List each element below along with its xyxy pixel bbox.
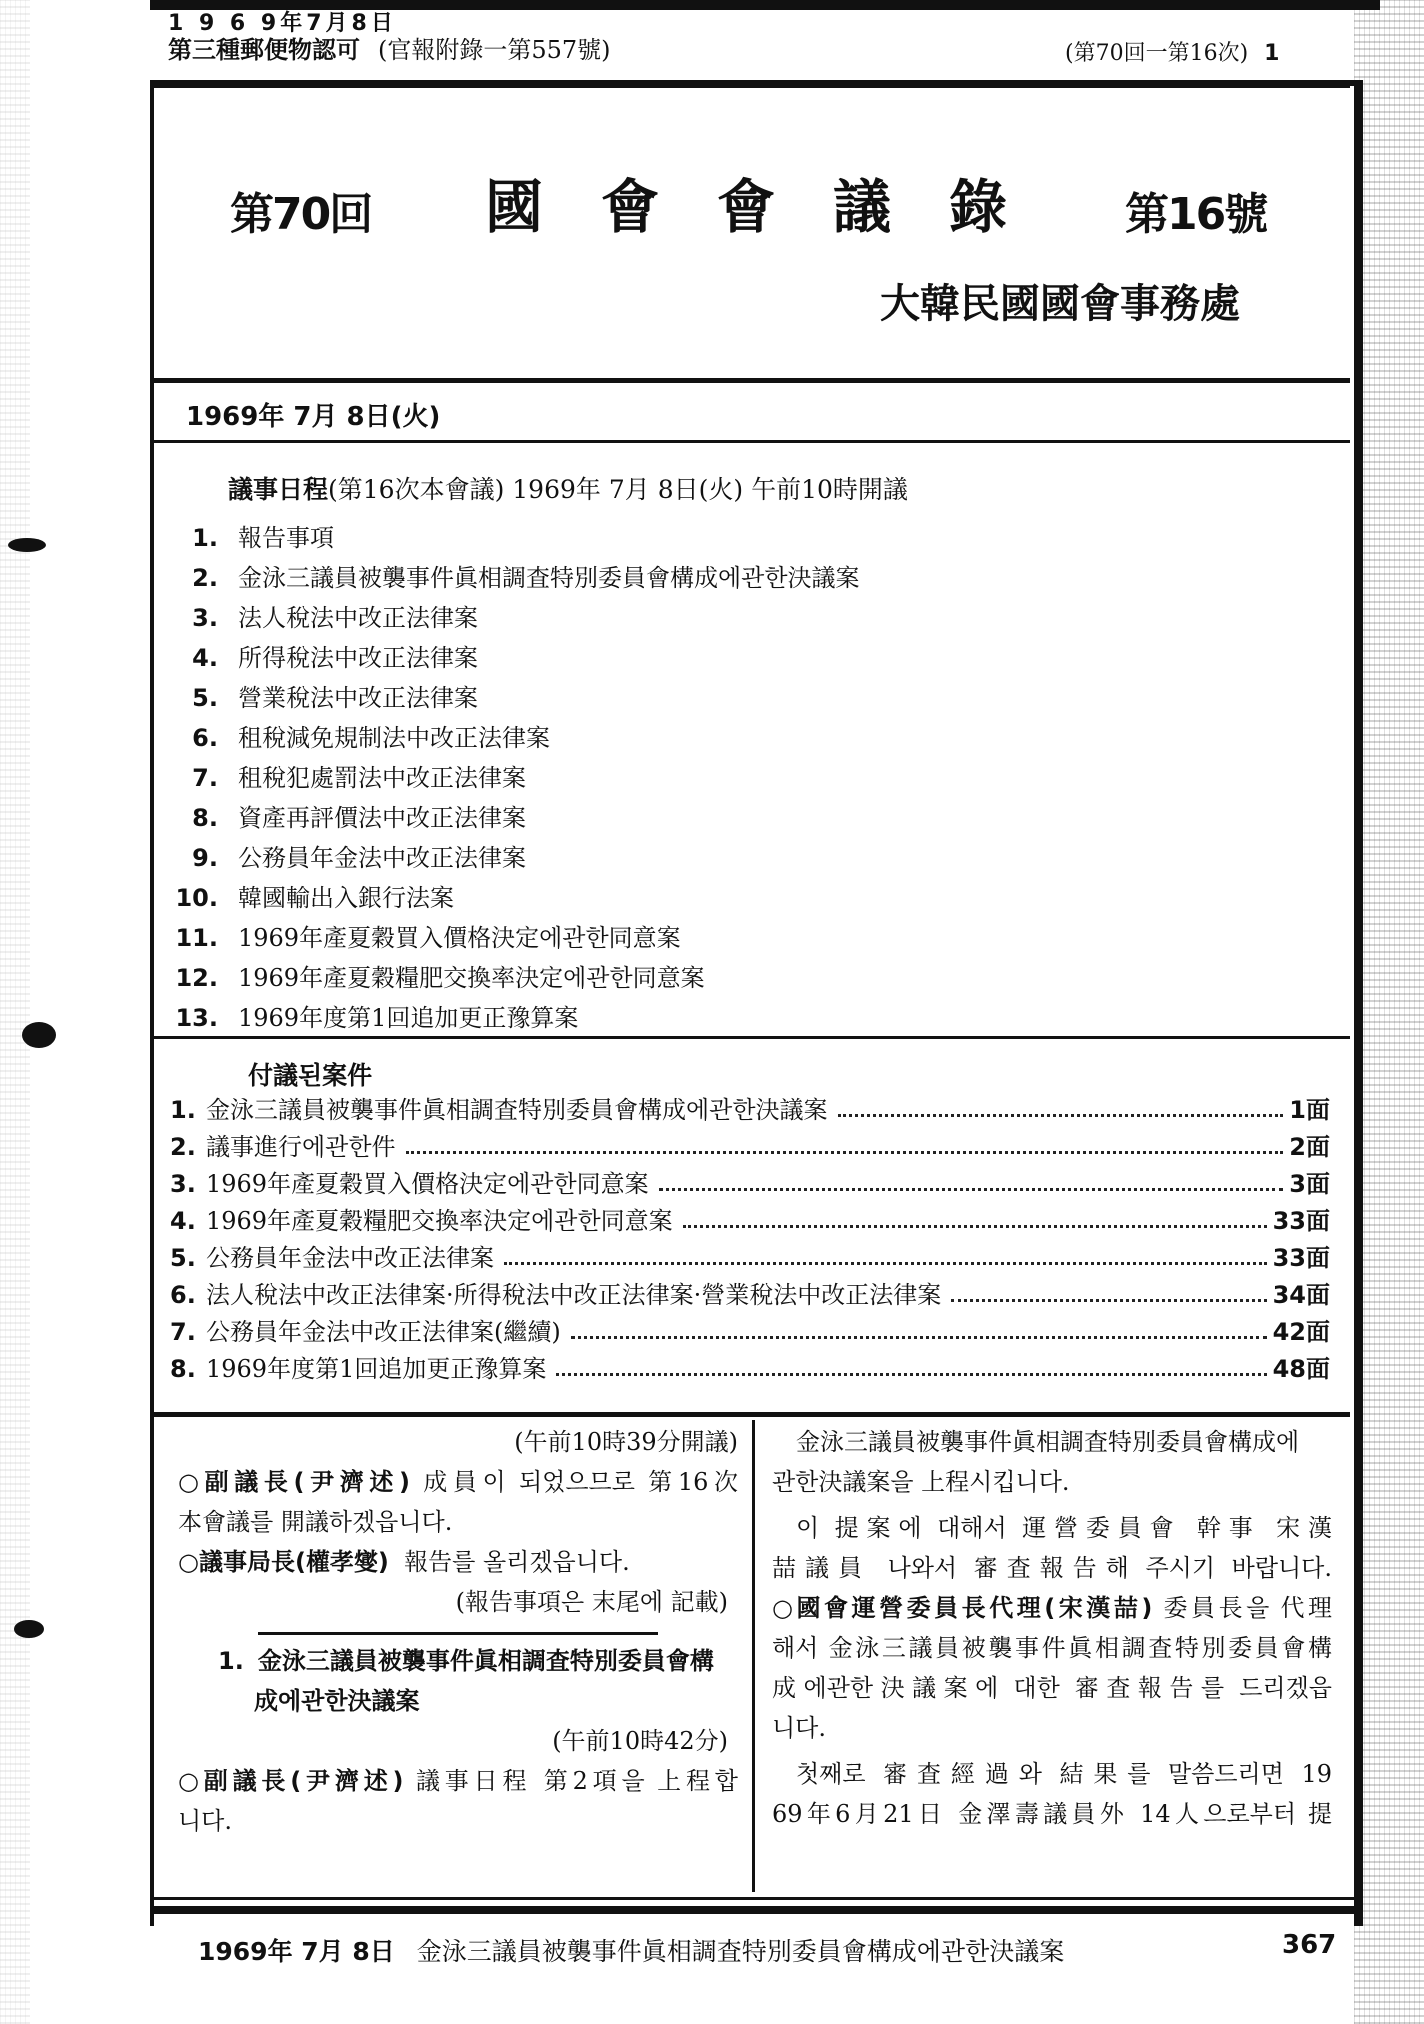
paragraph: 첫째로 審査經過와 結果를 말씀드리면 19: [796, 1760, 1332, 1788]
item-text: 公務員年金法中改正法律案(繼續): [206, 1318, 561, 1346]
postal-permit-line: [168, 30, 611, 65]
item-number: 2.: [170, 1133, 196, 1161]
speech-cont: 니다.: [772, 1714, 826, 1742]
item-number: 4.: [192, 644, 218, 672]
agenda-item: [170, 758, 860, 798]
scan-blot: [14, 1620, 44, 1638]
item-number: 1.: [170, 1096, 196, 1124]
agenda-item: [170, 718, 860, 758]
item-text: 1969年產夏穀買入價格決定에관한同意案: [206, 1170, 649, 1198]
toc-entry[interactable]: [170, 1277, 1330, 1314]
item-text: 法人稅法中改正法律案: [238, 604, 478, 632]
item-number: 13.: [175, 1004, 218, 1032]
bottom-rule: [150, 1897, 1362, 1900]
toc-entry[interactable]: [170, 1129, 1330, 1166]
item-number: 3.: [170, 1170, 196, 1198]
item-text: 租稅犯處罰法中改正法律案: [238, 764, 526, 792]
document-title: 國會會議錄: [485, 173, 1066, 241]
agenda-heading-label: 議事日程: [228, 475, 329, 504]
dot-leader: [951, 1277, 1266, 1302]
paragraph-cont: 관한決議案을 上程시킵니다.: [772, 1468, 1070, 1496]
dot-leader: [659, 1166, 1284, 1191]
item-text: 報告事項: [238, 524, 334, 552]
page-ref: 34面: [1272, 1281, 1330, 1309]
item-text: 租稅減免規制法中改正法律案: [238, 724, 550, 752]
agenda-heading: [228, 470, 908, 506]
session-ref-line: [1065, 36, 1279, 67]
item-number: 8.: [192, 804, 218, 832]
agenda-item: [170, 998, 860, 1038]
agenda-item: [170, 598, 860, 638]
paragraph-cont: 喆議員 나와서 審査報告해 주시기 바랍니다.: [772, 1554, 1332, 1582]
referred-bills-heading: 付議된案件: [248, 1061, 373, 1090]
toc-entry[interactable]: [170, 1314, 1330, 1351]
page-ref: 42面: [1272, 1318, 1330, 1346]
toc-entry[interactable]: [170, 1240, 1330, 1277]
agenda-item: [170, 958, 860, 998]
issue-date-line: 1 9 6 9年7月8日: [168, 11, 397, 36]
column-divider: [752, 1420, 755, 1892]
item-number: 6.: [170, 1281, 196, 1309]
divider: [150, 440, 1350, 443]
note: (報告事項은 末尾에 記載): [455, 1588, 728, 1616]
page-ref: 33面: [1272, 1244, 1330, 1272]
item-number: 12.: [175, 964, 218, 992]
toc-entry[interactable]: [170, 1166, 1330, 1203]
bottom-rule-thick: [150, 1906, 1362, 1914]
page-ref: 3面: [1289, 1170, 1330, 1198]
publication-ref: (官報附錄一第557號): [378, 36, 611, 64]
session-ref: (第70回一第16次): [1065, 41, 1249, 66]
toc-entry[interactable]: [170, 1092, 1330, 1129]
item-number: 2.: [192, 564, 218, 592]
section-title-text: 成에관한決議案: [254, 1687, 420, 1715]
paragraph-cont: 69年6月21日 金澤壽議員外 14人으로부터 提: [772, 1800, 1332, 1828]
paragraph: 이 提案에 대해서 運營委員會 幹事 宋漢: [796, 1514, 1332, 1542]
scan-blot: [22, 1022, 56, 1048]
item-text: 1969年產夏穀糧肥交換率決定에관한同意案: [238, 964, 705, 992]
speaker: ○國會運營委員長代理(宋漢喆): [772, 1594, 1153, 1622]
speech-cont: 成에관한決議案에 대한 審査報告를 드리겠읍: [772, 1674, 1332, 1702]
divider: [150, 378, 1350, 383]
speech-text: 成員이 되었으므로 第16次: [423, 1468, 738, 1496]
agenda-item: [170, 678, 860, 718]
item-number: 9.: [192, 844, 218, 872]
divider: [150, 1036, 1350, 1039]
item-text: 金泳三議員被襲事件眞相調査特別委員會構成에관한決議案: [238, 564, 860, 592]
session-date: 1969年 7月 8日(火): [186, 402, 441, 432]
speech-text: 報告를 올리겠읍니다.: [404, 1548, 630, 1576]
frame-inner-rule: [150, 86, 1350, 88]
scan-blot: [8, 538, 46, 552]
speech: [178, 1462, 738, 1502]
item-text: 1969年產夏穀買入價格決定에관한同意案: [238, 924, 681, 952]
item-number: 11.: [175, 924, 218, 952]
agenda-item: [170, 878, 860, 918]
item-number: 5.: [192, 684, 218, 712]
item-number: 6.: [192, 724, 218, 752]
item-text: 公務員年金法中改正法律案: [238, 844, 526, 872]
dot-leader: [838, 1092, 1284, 1117]
agenda-item: [170, 918, 860, 958]
item-text: 法人稅法中改正法律案·所得稅法中改正法律案·營業稅法中改正法律案: [206, 1281, 942, 1309]
agenda-item: [170, 838, 860, 878]
dot-leader: [683, 1203, 1267, 1228]
section-rule: [258, 1632, 658, 1635]
running-footer: [198, 1932, 1064, 1968]
page-ref: 33面: [1272, 1207, 1330, 1235]
agenda-item: [170, 798, 860, 838]
item-text: 所得稅法中改正法律案: [238, 644, 478, 672]
page-ref: 48面: [1272, 1355, 1330, 1383]
section-number: 1.: [218, 1647, 244, 1675]
footer-date: 1969年 7月 8日: [198, 1937, 395, 1966]
item-text: 公務員年金法中改正法律案: [206, 1244, 494, 1272]
speech-text: 委員長을 代理: [1163, 1594, 1332, 1622]
item-number: 7.: [192, 764, 218, 792]
page-ref: 1面: [1289, 1096, 1330, 1124]
transcript-left-column: [178, 1422, 738, 1841]
speech-cont: 니다.: [178, 1807, 232, 1835]
item-text: 1969年度第1回追加更正豫算案: [206, 1355, 547, 1383]
postal-permit: 第三種郵便物認可: [168, 36, 360, 64]
toc-entry[interactable]: [170, 1203, 1330, 1240]
item-text: 金泳三議員被襲事件眞相調査特別委員會構成에관한決議案: [206, 1096, 828, 1124]
item-number: 10.: [175, 884, 218, 912]
sheet-number: 1: [1264, 41, 1280, 66]
page-ref: 2面: [1289, 1133, 1330, 1161]
page-number: 367: [1282, 1930, 1337, 1960]
opening-time: (午前10時39分開議): [514, 1428, 738, 1456]
agenda-item: [170, 558, 860, 598]
speaker: ○副議長(尹濟述): [178, 1767, 404, 1795]
item-text: 資產再評價法中改正法律案: [238, 804, 526, 832]
dot-leader: [504, 1240, 1267, 1265]
item-number: 3.: [192, 604, 218, 632]
transcript-right-column: [772, 1422, 1332, 1834]
dot-leader: [556, 1351, 1266, 1376]
agenda-heading-detail: (第16次本會議) 1969年 7月 8日(火) 午前10時開議: [328, 475, 908, 504]
scan-noise-left: [0, 0, 30, 2024]
session-number: 第70回: [230, 189, 372, 240]
speech: [178, 1542, 738, 1582]
dot-leader: [571, 1314, 1267, 1339]
speech: [178, 1761, 738, 1801]
speaker: ○議事局長(權孝燮): [178, 1548, 389, 1576]
item-text: 1969年度第1回追加更正豫算案: [238, 1004, 579, 1032]
toc-entry[interactable]: [170, 1351, 1330, 1388]
item-text: 1969年產夏穀糧肥交換率決定에관한同意案: [206, 1207, 673, 1235]
speech-cont: 해서 金泳三議員被襲事件眞相調査特別委員會構: [772, 1634, 1332, 1662]
issue-number: 第16號: [1125, 189, 1267, 240]
divider: [150, 1412, 1350, 1417]
section-time: (午前10時42分): [552, 1727, 728, 1755]
agenda-item: [170, 638, 860, 678]
item-number: 8.: [170, 1355, 196, 1383]
speech-cont: 本會議를 開議하겠읍니다.: [178, 1508, 453, 1536]
speech: [772, 1588, 1332, 1628]
speaker: ○副議長(尹濟述): [178, 1468, 410, 1496]
agenda-list: [170, 518, 860, 1038]
speech-text: 議事日程 第2項을 上程합: [415, 1767, 738, 1795]
publisher: 大韓民國國會事務處: [880, 281, 1240, 327]
referred-bills-list: [170, 1092, 1330, 1388]
item-text: 營業稅法中改正法律案: [238, 684, 478, 712]
item-text: 議事進行에관한件: [206, 1133, 396, 1161]
section-title-text: 金泳三議員被襲事件眞相調査特別委員會構: [257, 1647, 714, 1675]
section-title: [178, 1641, 738, 1681]
paragraph: 金泳三議員被襲事件眞相調査特別委員會構成에: [796, 1428, 1300, 1456]
agenda-item: [170, 518, 860, 558]
item-number: 1.: [192, 524, 218, 552]
item-number: 4.: [170, 1207, 196, 1235]
item-number: 5.: [170, 1244, 196, 1272]
dot-leader: [406, 1129, 1284, 1154]
section-title-cont: [178, 1681, 738, 1721]
footer-title: 金泳三議員被襲事件眞相調査特別委員會構成에관한決議案: [416, 1937, 1065, 1966]
item-text: 韓國輸出入銀行法案: [238, 884, 454, 912]
scan-noise-right: [1354, 0, 1424, 2024]
item-number: 7.: [170, 1318, 196, 1346]
